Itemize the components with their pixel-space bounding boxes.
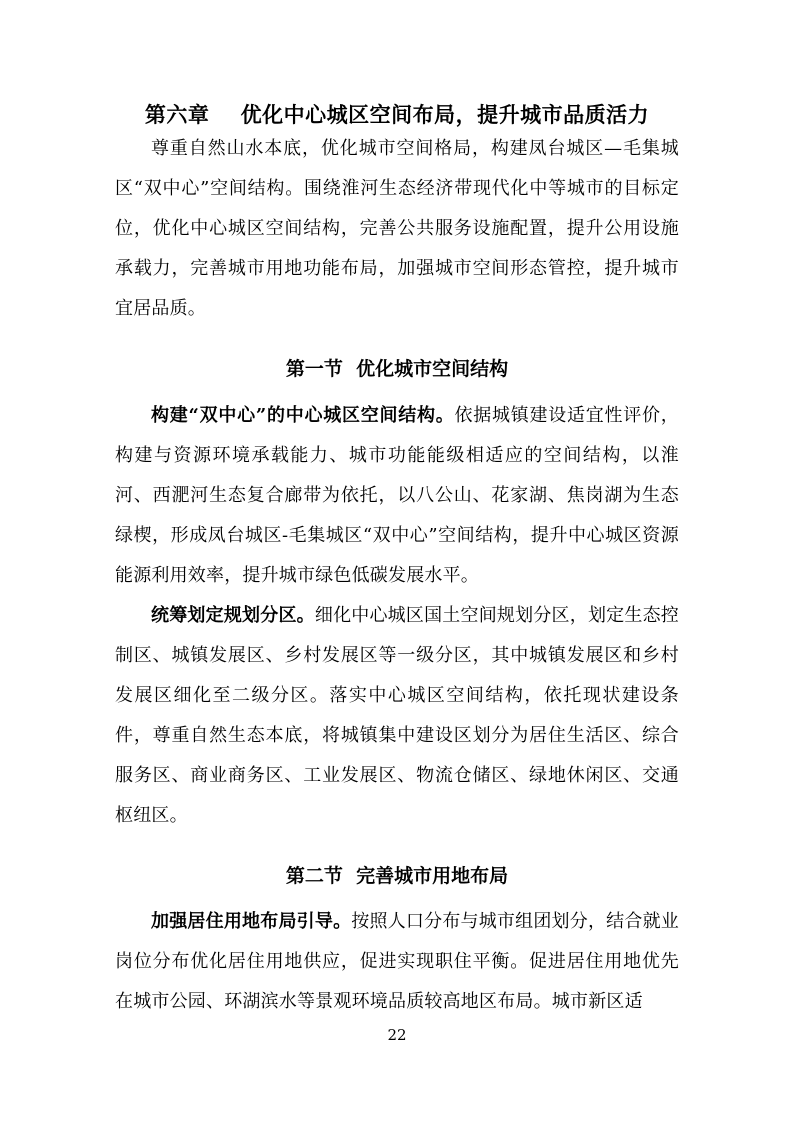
- section-1-paragraph-2-text: 细化中心城区国土空间规划分区，划定生态控制区、城镇发展区、乡村发展区等一级分区，其中城镇发展区和乡村发展区细化至二级分区。落实中心城区空间结构，依托现状建设条件，尊重自然生态本底，将城镇集中建设区划分为居住生活区、综合服务区、商业商务区、工业发展区、物流仓储区、绿地休闲区、交通枢纽区。: [115, 604, 679, 826]
- intro-paragraph: [115, 129, 679, 329]
- section-1-paragraph-1-text: 依据城镇建设适宜性评价，构建与资源环境承载能力、城市功能能级相适应的空间结构，以淮河、西淝河生态复合廊带为依托，以八公山、花家湖、焦岗湖为生态绿楔，形成凤台城区-毛集城区“双中心”空间结构，提升中心城区资源能源利用效率，提升城市绿色低碳发展水平。: [115, 404, 679, 586]
- page-number: 22: [387, 1026, 407, 1044]
- section-1-paragraph-2: [115, 596, 679, 836]
- section-1-paragraph-1: [115, 396, 679, 596]
- section-2-paragraph-1: [115, 902, 679, 1022]
- page-content: [115, 0, 679, 1122]
- intro-paragraph-text: 尊重自然山水本底，优化城市空间格局，构建凤台城区—毛集城区“双中心”空间结构。围绕淮河生态经济带现代化中等城市的目标定位，优化中心城区空间结构，完善公共服务设施配置，提升公用设施承载力，完善城市用地功能布局，加强城市空间形态管控，提升城市宜居品质。: [115, 138, 679, 320]
- section-2-paragraph-1-lead: 加强居住用地布局引导。: [151, 911, 352, 933]
- section-title-1: 第一节 优化城市空间结构: [285, 358, 509, 381]
- section-title-2: 第二节 完善城市用地布局: [285, 864, 509, 887]
- section-2-paragraph-1-text: 按照人口分布与城市组团划分，结合就业岗位分布优化居住用地供应，促进实现职住平衡。促进居住用地优先在城市公园、环湖滨水等景观环境品质较高地区布局。城市新区适: [115, 911, 679, 1013]
- section-1-paragraph-1-lead: 构建“双中心”的中心城区空间结构。: [151, 404, 455, 426]
- chapter-title: 第六章 优化中心城区空间布局，提升城市品质活力: [144, 102, 650, 127]
- section-1-paragraph-2-lead: 统筹划定规划分区。: [151, 604, 315, 626]
